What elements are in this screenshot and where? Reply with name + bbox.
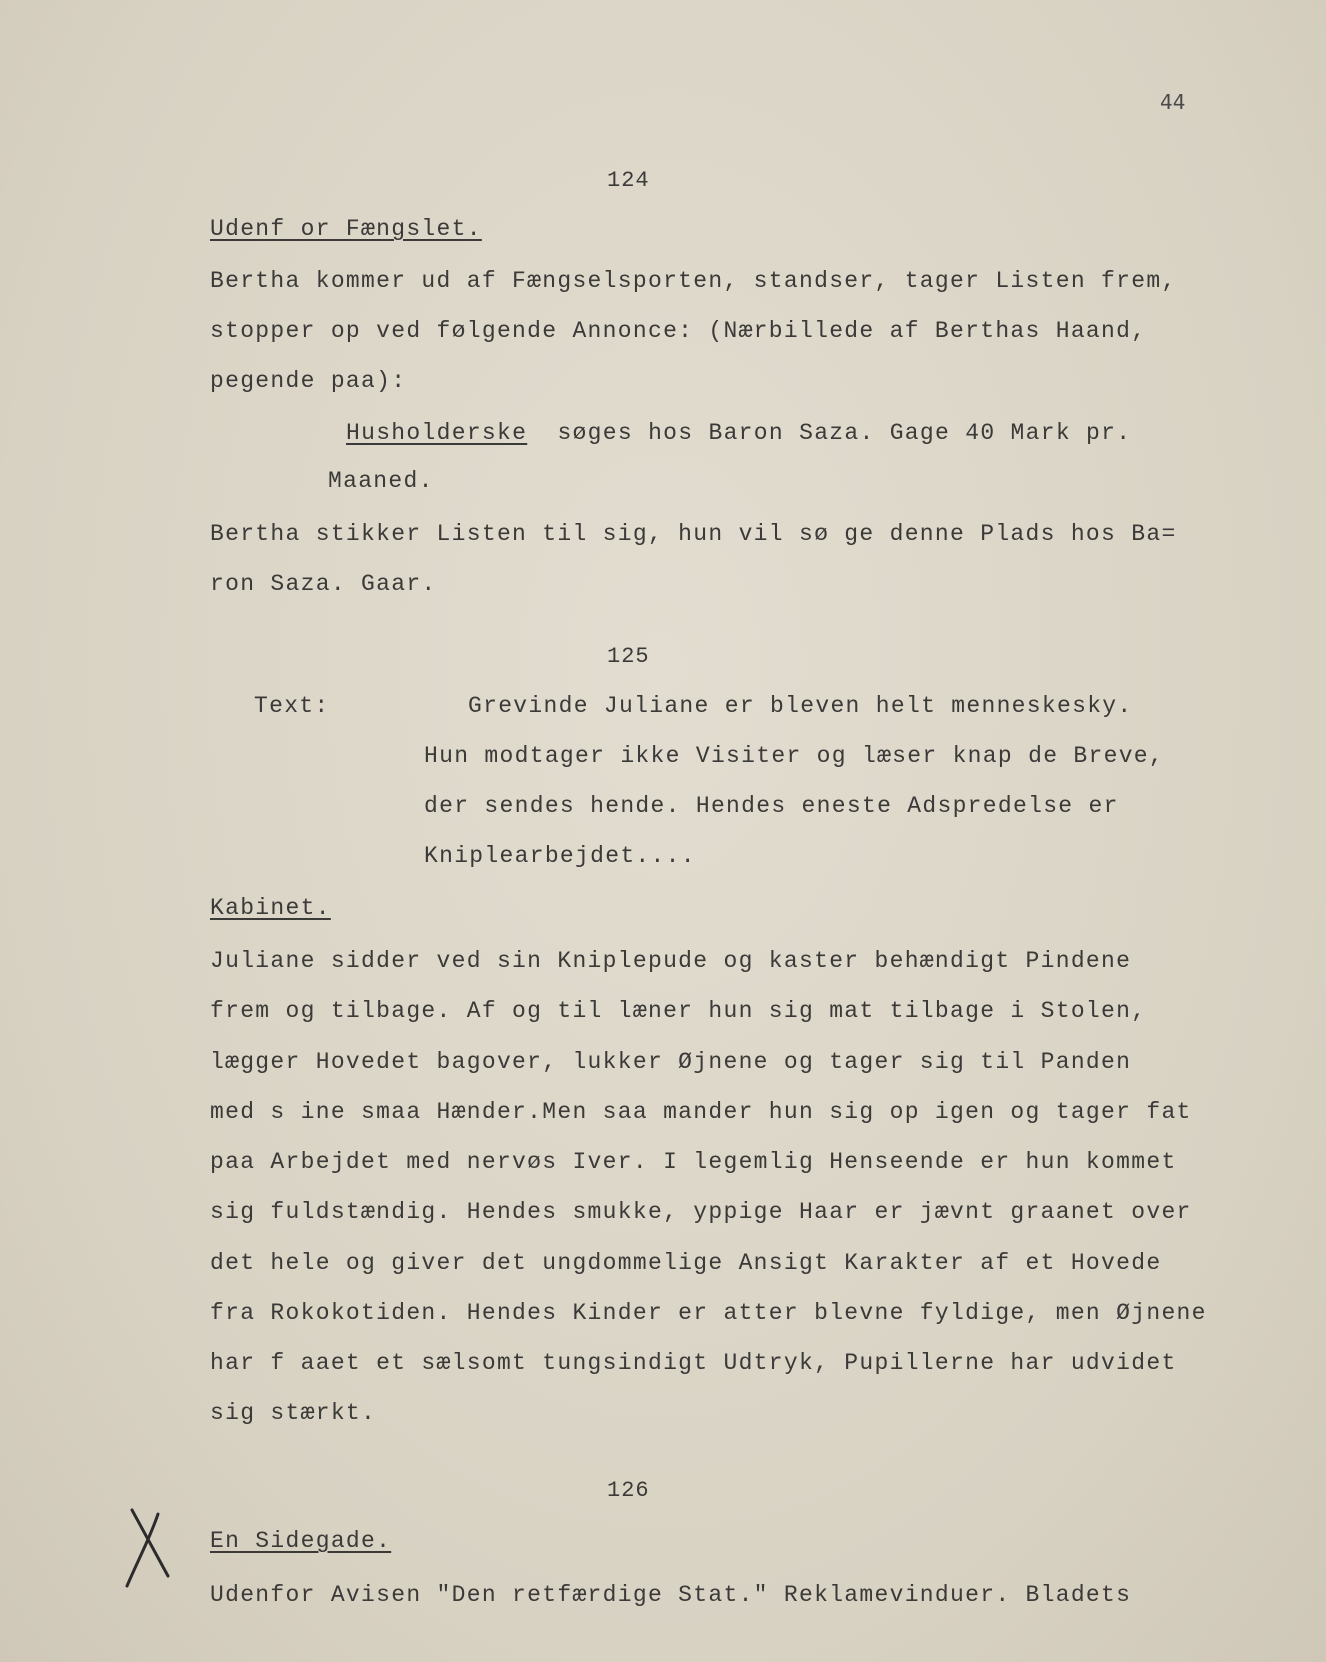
text-line: pegende paa): — [210, 368, 407, 394]
text-line: Udenfor Avisen "Den retfærdige Stat." Reklamevinduer. Bladets — [210, 1582, 1132, 1608]
page-marker: 44 — [1160, 90, 1186, 114]
scene-heading: Udenf or Fængslet. — [210, 216, 482, 242]
scene-heading: Kabinet. — [210, 895, 331, 921]
advertisement-line — [346, 420, 1131, 446]
text-line: Bertha stikker Listen til sig, hun vil sø ge denne Plads hos Ba= — [210, 521, 1177, 547]
scene-number-126: 126 — [607, 1478, 650, 1503]
intertitle-line: Grevinde Juliane er bleven helt menneskesky. — [468, 693, 1133, 719]
scene-heading: En Sidegade. — [210, 1528, 392, 1554]
text-line: stopper op ved følgende Annonce: (Nærbillede af Berthas Haand, — [210, 318, 1147, 344]
scene-number-124: 124 — [607, 168, 650, 193]
intertitle-line: der sendes hende. Hendes eneste Adspredelse er — [424, 793, 1119, 819]
advertisement-line: Maaned. — [328, 468, 434, 494]
text-line: har f aaet et sælsomt tungsindigt Udtryk, Pupillerne har udvidet — [210, 1350, 1177, 1376]
text-line: med s ine smaa Hænder.Men saa mander hun sig op igen og tager fat — [210, 1099, 1192, 1125]
text-line: frem og tilbage. Af og til læner hun sig mat tilbage i Stolen, — [210, 998, 1147, 1024]
text-line: fra Rokokotiden. Hendes Kinder er atter blevne fyldige, men Øjnene — [210, 1300, 1207, 1326]
text-line: ron Saza. Gaar. — [210, 571, 437, 597]
intertitle-label: Text: — [254, 693, 330, 719]
text-line: sig fuldstændig. Hendes smukke, yppige Haar er jævnt graanet over — [210, 1199, 1192, 1225]
text-line: Juliane sidder ved sin Kniplepude og kaster behændigt Pindene — [210, 948, 1132, 974]
text-line: Bertha kommer ud af Fængselsporten, standser, tager Listen frem, — [210, 268, 1177, 294]
text-line: lægger Hovedet bagover, lukker Øjnene og tager sig til Panden — [210, 1049, 1132, 1075]
scene-number-125: 125 — [607, 644, 650, 669]
ad-text: søges hos Baron Saza. Gage 40 Mark pr. — [557, 420, 1132, 446]
pencil-x-mark — [124, 1508, 174, 1588]
ad-underlined-word: Husholderske — [346, 420, 528, 446]
text-line: paa Arbejdet med nervøs Iver. I legemlig Henseende er hun kommet — [210, 1149, 1177, 1175]
intertitle-line: Hun modtager ikke Visiter og læser knap de Breve, — [424, 743, 1165, 769]
text-line: det hele og giver det ungdommelige Ansigt Karakter af et Hovede — [210, 1250, 1162, 1276]
text-line: sig stærkt. — [210, 1400, 377, 1426]
intertitle-line: Kniplearbejdet.... — [424, 843, 696, 869]
